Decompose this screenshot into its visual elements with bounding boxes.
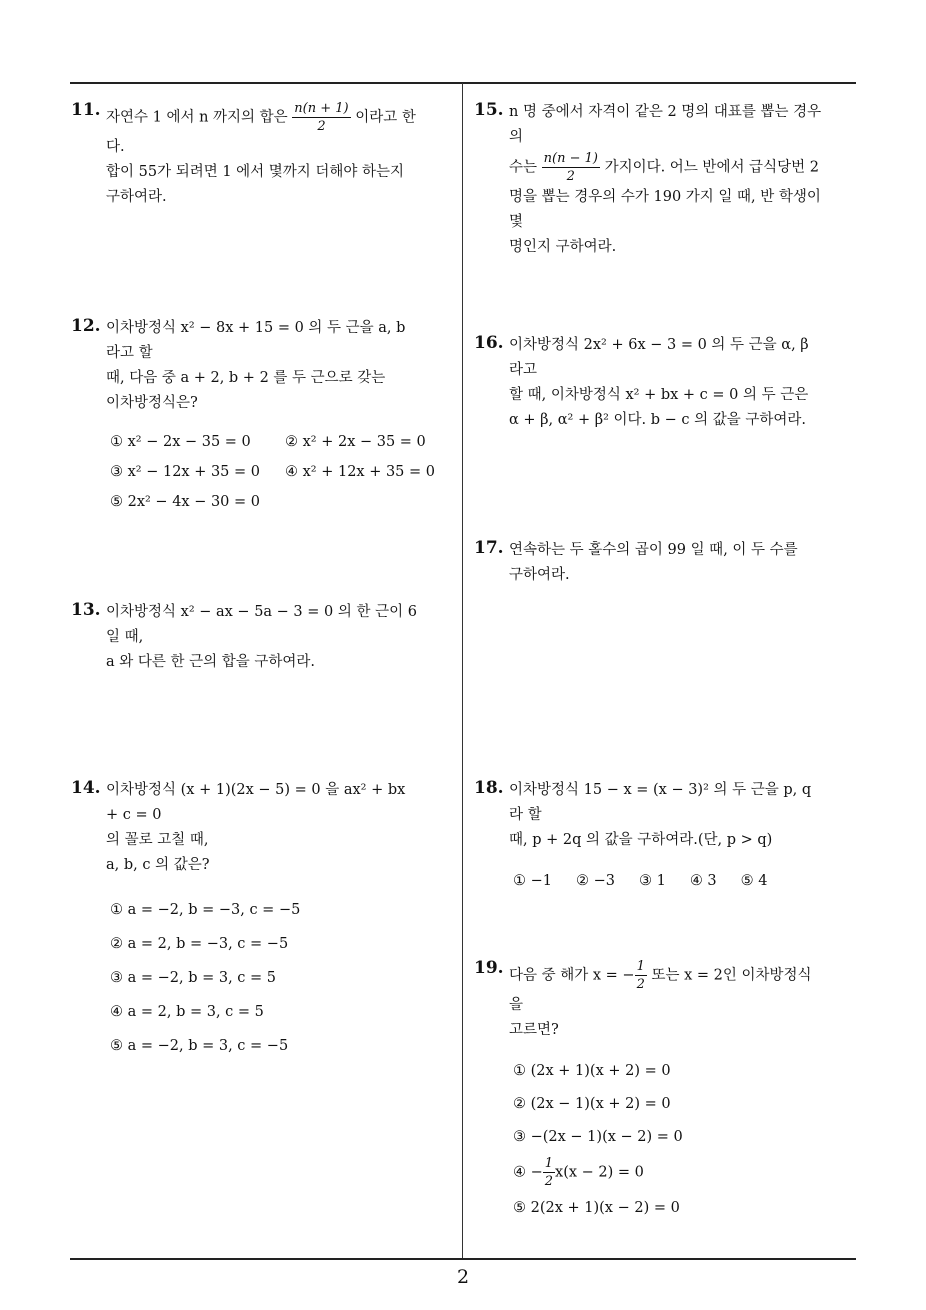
question-text: 가지이다. 어느 반에서 급식당번 2 [604,159,819,176]
question-text: 이라고 한다. [106,109,416,155]
fraction-denominator: 2 [317,119,326,134]
question-text: 의 꼴로 고칠 때, [106,832,209,848]
answer-choice[interactable]: ① −1 [513,873,552,889]
question-text: 할 때, 이차방정식 x² + bx + c = 0 의 두 근은 [509,387,809,403]
question-text: 합이 55가 되려면 1 에서 몇까지 더해야 하는지 [106,164,405,180]
question-text: 연속하는 두 홀수의 곱이 99 일 때, 이 두 수를 [509,542,798,558]
answer-choice[interactable]: ③ x² − 12x + 35 = 0 [110,464,261,480]
answer-choice[interactable] [513,1155,824,1190]
column-divider [462,83,463,1259]
question-14 [71,778,421,1072]
question-text: 수는 [509,159,538,176]
question-number: 18. [474,778,504,798]
answer-choice[interactable]: ③ a = −2, b = 3, c = 5 [110,970,277,986]
fraction-numerator: 1 [636,959,645,974]
question-number: 16. [474,333,504,353]
answer-choice[interactable]: ④ x² + 12x + 35 = 0 [285,464,436,480]
fraction-numerator: n(n + 1) [294,101,349,116]
question-number: 19. [474,958,504,978]
question-16 [474,333,824,433]
question-18 [474,778,824,889]
fraction-denominator: 2 [544,1174,554,1189]
question-text: a, b, c 의 값은? [106,857,210,873]
question-number: 17. [474,538,504,558]
fraction [543,1155,555,1190]
question-text: 이차방정식 x² − 8x + 15 = 0 의 두 근을 a, b 라고 할 [106,320,406,361]
answer-choice[interactable]: ④ 3 [689,873,717,889]
question-text: 구하여라. [509,567,570,583]
question-17 [474,538,824,588]
answer-choice[interactable]: ② −3 [575,873,615,889]
question-text: α + β, α² + β² 이다. b − c 의 값을 구하여라. [509,412,807,428]
question-text: 또는 x = 2인 이차방정식을 [509,967,812,1013]
answer-choice[interactable]: ① a = −2, b = −3, c = −5 [110,902,301,918]
question-12 [71,316,436,510]
answer-choice[interactable]: ⑤ 2x² − 4x − 30 = 0 [110,494,261,510]
answer-choice[interactable]: ② x² + 2x − 35 = 0 [285,434,426,450]
answer-choice[interactable]: ① (2x + 1)(x + 2) = 0 [513,1063,671,1079]
fraction-numerator: n(n − 1) [543,151,598,166]
answer-choice[interactable]: ② a = 2, b = −3, c = −5 [110,936,289,952]
answer-choice[interactable]: ② (2x − 1)(x + 2) = 0 [513,1096,671,1112]
fraction-numerator: 1 [544,1156,554,1171]
question-number: 12. [71,316,101,336]
question-19 [474,958,824,1230]
fraction [542,150,600,185]
choice-text: ④ − [513,1164,543,1181]
fraction-denominator: 2 [566,169,575,184]
question-text: 다음 중 해가 x = − [509,967,635,984]
top-rule [70,82,856,84]
question-text: 때, 다음 중 a + 2, b + 2 를 두 근으로 갖는 [106,370,386,386]
question-text: 이차방정식 15 − x = (x − 3)² 의 두 근을 p, q 라 할 [509,782,812,823]
answer-choice[interactable]: ④ a = 2, b = 3, c = 5 [110,1004,264,1020]
question-text: 이차방정식 2x² + 6x − 3 = 0 의 두 근을 α, β 라고 [509,337,809,378]
answer-choice[interactable]: ⑤ a = −2, b = 3, c = −5 [110,1038,289,1054]
question-text: 명인지 구하여라. [509,239,617,255]
fraction [292,100,350,135]
answer-choice[interactable]: ③ −(2x − 1)(x − 2) = 0 [513,1129,683,1145]
question-text: 이차방정식 (x + 1)(2x − 5) = 0 을 ax² + bx + c = 0 [106,782,406,823]
question-number: 15. [474,100,504,120]
question-text: n 명 중에서 자격이 같은 2 명의 대표를 뽑는 경우의 [509,104,822,145]
answer-choice[interactable]: ⑤ 2(2x + 1)(x − 2) = 0 [513,1200,680,1216]
question-15 [474,100,824,260]
choice-text: x(x − 2) = 0 [555,1164,644,1181]
bottom-rule [70,1258,856,1260]
page-number: 2 [456,1266,470,1288]
question-text: 명을 뽑는 경우의 수가 190 가지 일 때, 반 학생이 몇 [509,189,821,230]
question-text: a 와 다른 한 근의 합을 구하여라. [106,654,315,670]
answer-choice[interactable]: ⑤ 4 [740,873,768,889]
question-13 [71,600,421,675]
question-number: 13. [71,600,101,620]
question-number: 11. [71,100,101,120]
question-text: 이차방정식 x² − ax − 5a − 3 = 0 의 한 근이 6 일 때, [106,604,417,645]
fraction-denominator: 2 [636,977,645,992]
question-text: 이차방정식은? [106,395,198,411]
question-text: 때, p + 2q 의 값을 구하여라.(단, p > q) [509,832,773,848]
fraction [635,958,647,993]
question-text: 고르면? [509,1022,559,1038]
answer-choice[interactable]: ① x² − 2x − 35 = 0 [110,434,251,450]
answer-choice[interactable]: ③ 1 [638,873,666,889]
question-text: 구하여라. [106,189,167,205]
question-11 [71,100,421,210]
question-text: 자연수 1 에서 n 까지의 합은 [106,109,288,126]
question-number: 14. [71,778,101,798]
